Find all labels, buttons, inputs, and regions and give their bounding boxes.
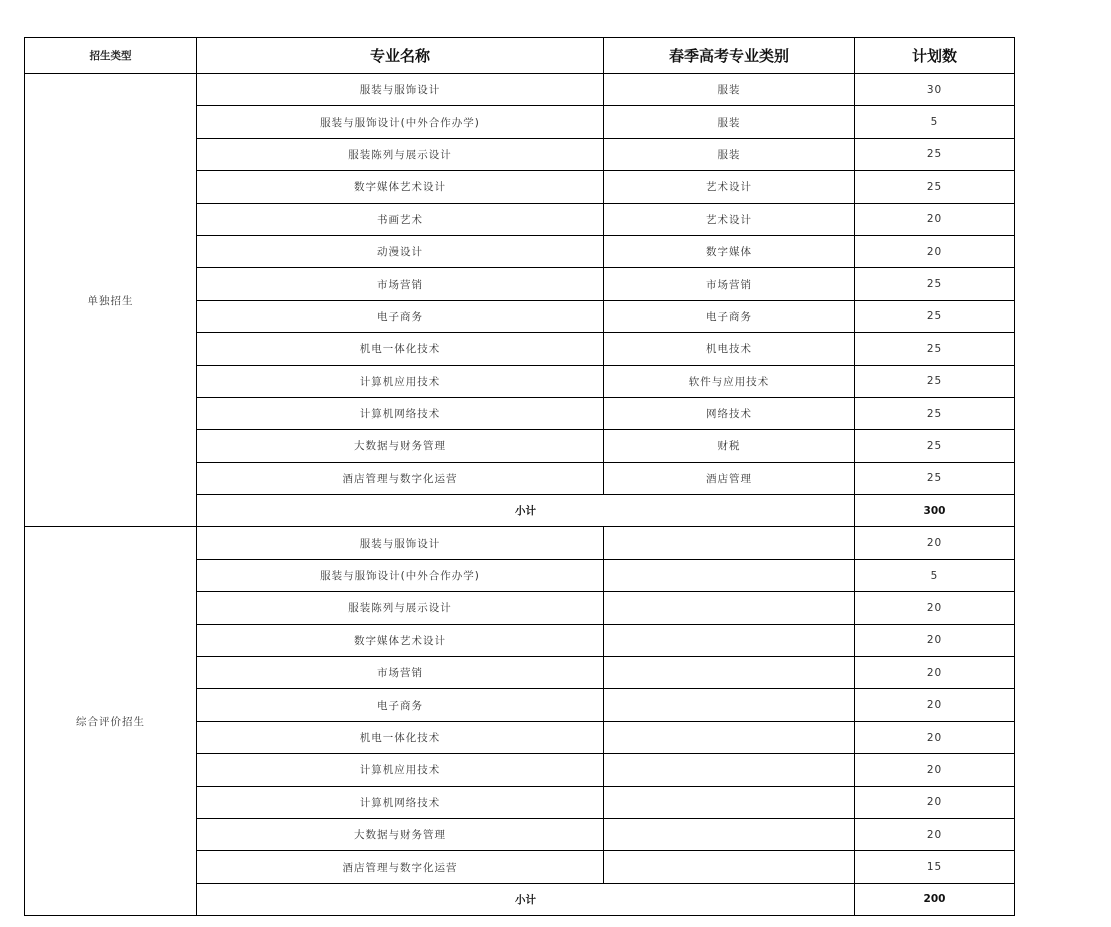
category-cell [604, 818, 855, 850]
major-name-cell: 计算机应用技术 [197, 365, 604, 397]
major-name-cell: 服装与服饰设计 [197, 527, 604, 559]
category-cell [604, 851, 855, 883]
subtotal-value: 300 [855, 495, 1015, 527]
table-row [25, 527, 1015, 559]
category-cell: 网络技术 [604, 397, 855, 429]
page-caption [0, 0, 1111, 4]
plan-count-cell: 25 [855, 333, 1015, 365]
plan-count-cell: 25 [855, 430, 1015, 462]
category-cell: 软件与应用技术 [604, 365, 855, 397]
plan-count-cell: 20 [855, 203, 1015, 235]
plan-count-cell: 20 [855, 235, 1015, 267]
table-row [25, 74, 1015, 106]
major-name-cell: 动漫设计 [197, 235, 604, 267]
major-name-cell: 计算机网络技术 [197, 786, 604, 818]
major-name-cell: 服装陈列与展示设计 [197, 138, 604, 170]
category-cell: 服装 [604, 74, 855, 106]
major-name-cell: 数字媒体艺术设计 [197, 171, 604, 203]
plan-count-cell: 20 [855, 592, 1015, 624]
plan-count-cell: 20 [855, 527, 1015, 559]
category-cell [604, 527, 855, 559]
category-cell [604, 689, 855, 721]
plan-count-cell: 20 [855, 657, 1015, 689]
plan-count-cell: 25 [855, 171, 1015, 203]
header-plan-count: 计划数 [855, 38, 1015, 74]
enrollment-type-cell: 单独招生 [25, 74, 197, 527]
major-name-cell: 电子商务 [197, 300, 604, 332]
category-cell [604, 721, 855, 753]
plan-count-cell: 25 [855, 462, 1015, 494]
category-cell [604, 624, 855, 656]
category-cell: 酒店管理 [604, 462, 855, 494]
subtotal-label: 小计 [197, 495, 855, 527]
category-cell [604, 786, 855, 818]
category-cell: 艺术设计 [604, 171, 855, 203]
plan-count-cell: 20 [855, 721, 1015, 753]
category-cell: 服装 [604, 138, 855, 170]
header-major-name: 专业名称 [197, 38, 604, 74]
major-name-cell: 服装陈列与展示设计 [197, 592, 604, 624]
enrollment-type-cell: 综合评价招生 [25, 527, 197, 916]
major-name-cell: 市场营销 [197, 657, 604, 689]
major-name-cell: 酒店管理与数字化运营 [197, 462, 604, 494]
category-cell [604, 559, 855, 591]
major-name-cell: 电子商务 [197, 689, 604, 721]
category-cell: 艺术设计 [604, 203, 855, 235]
plan-count-cell: 25 [855, 365, 1015, 397]
plan-count-cell: 20 [855, 818, 1015, 850]
plan-count-cell: 20 [855, 786, 1015, 818]
plan-count-cell: 5 [855, 559, 1015, 591]
major-name-cell: 大数据与财务管理 [197, 430, 604, 462]
plan-count-cell: 20 [855, 689, 1015, 721]
category-cell: 数字媒体 [604, 235, 855, 267]
header-spring-exam-category: 春季高考专业类别 [604, 38, 855, 74]
subtotal-value: 200 [855, 883, 1015, 915]
category-cell [604, 657, 855, 689]
header-enrollment-type: 招生类型 [25, 38, 197, 74]
major-name-cell: 酒店管理与数字化运营 [197, 851, 604, 883]
major-name-cell: 书画艺术 [197, 203, 604, 235]
table-header-row [25, 38, 1015, 74]
plan-count-cell: 20 [855, 624, 1015, 656]
category-cell: 电子商务 [604, 300, 855, 332]
major-name-cell: 机电一体化技术 [197, 333, 604, 365]
plan-count-cell: 25 [855, 397, 1015, 429]
category-cell: 市场营销 [604, 268, 855, 300]
plan-count-cell: 25 [855, 268, 1015, 300]
subtotal-label: 小计 [197, 883, 855, 915]
major-name-cell: 服装与服饰设计(中外合作办学) [197, 106, 604, 138]
category-cell: 财税 [604, 430, 855, 462]
major-name-cell: 计算机网络技术 [197, 397, 604, 429]
category-cell: 服装 [604, 106, 855, 138]
major-name-cell: 服装与服饰设计(中外合作办学) [197, 559, 604, 591]
plan-count-cell: 5 [855, 106, 1015, 138]
category-cell [604, 754, 855, 786]
plan-count-cell: 25 [855, 138, 1015, 170]
enrollment-plan-table [24, 37, 1015, 916]
plan-count-cell: 15 [855, 851, 1015, 883]
category-cell [604, 592, 855, 624]
major-name-cell: 服装与服饰设计 [197, 74, 604, 106]
major-name-cell: 市场营销 [197, 268, 604, 300]
major-name-cell: 数字媒体艺术设计 [197, 624, 604, 656]
table-body [25, 74, 1015, 916]
major-name-cell: 计算机应用技术 [197, 754, 604, 786]
plan-count-cell: 25 [855, 300, 1015, 332]
category-cell: 机电技术 [604, 333, 855, 365]
plan-count-cell: 30 [855, 74, 1015, 106]
major-name-cell: 机电一体化技术 [197, 721, 604, 753]
plan-count-cell: 20 [855, 754, 1015, 786]
major-name-cell: 大数据与财务管理 [197, 818, 604, 850]
